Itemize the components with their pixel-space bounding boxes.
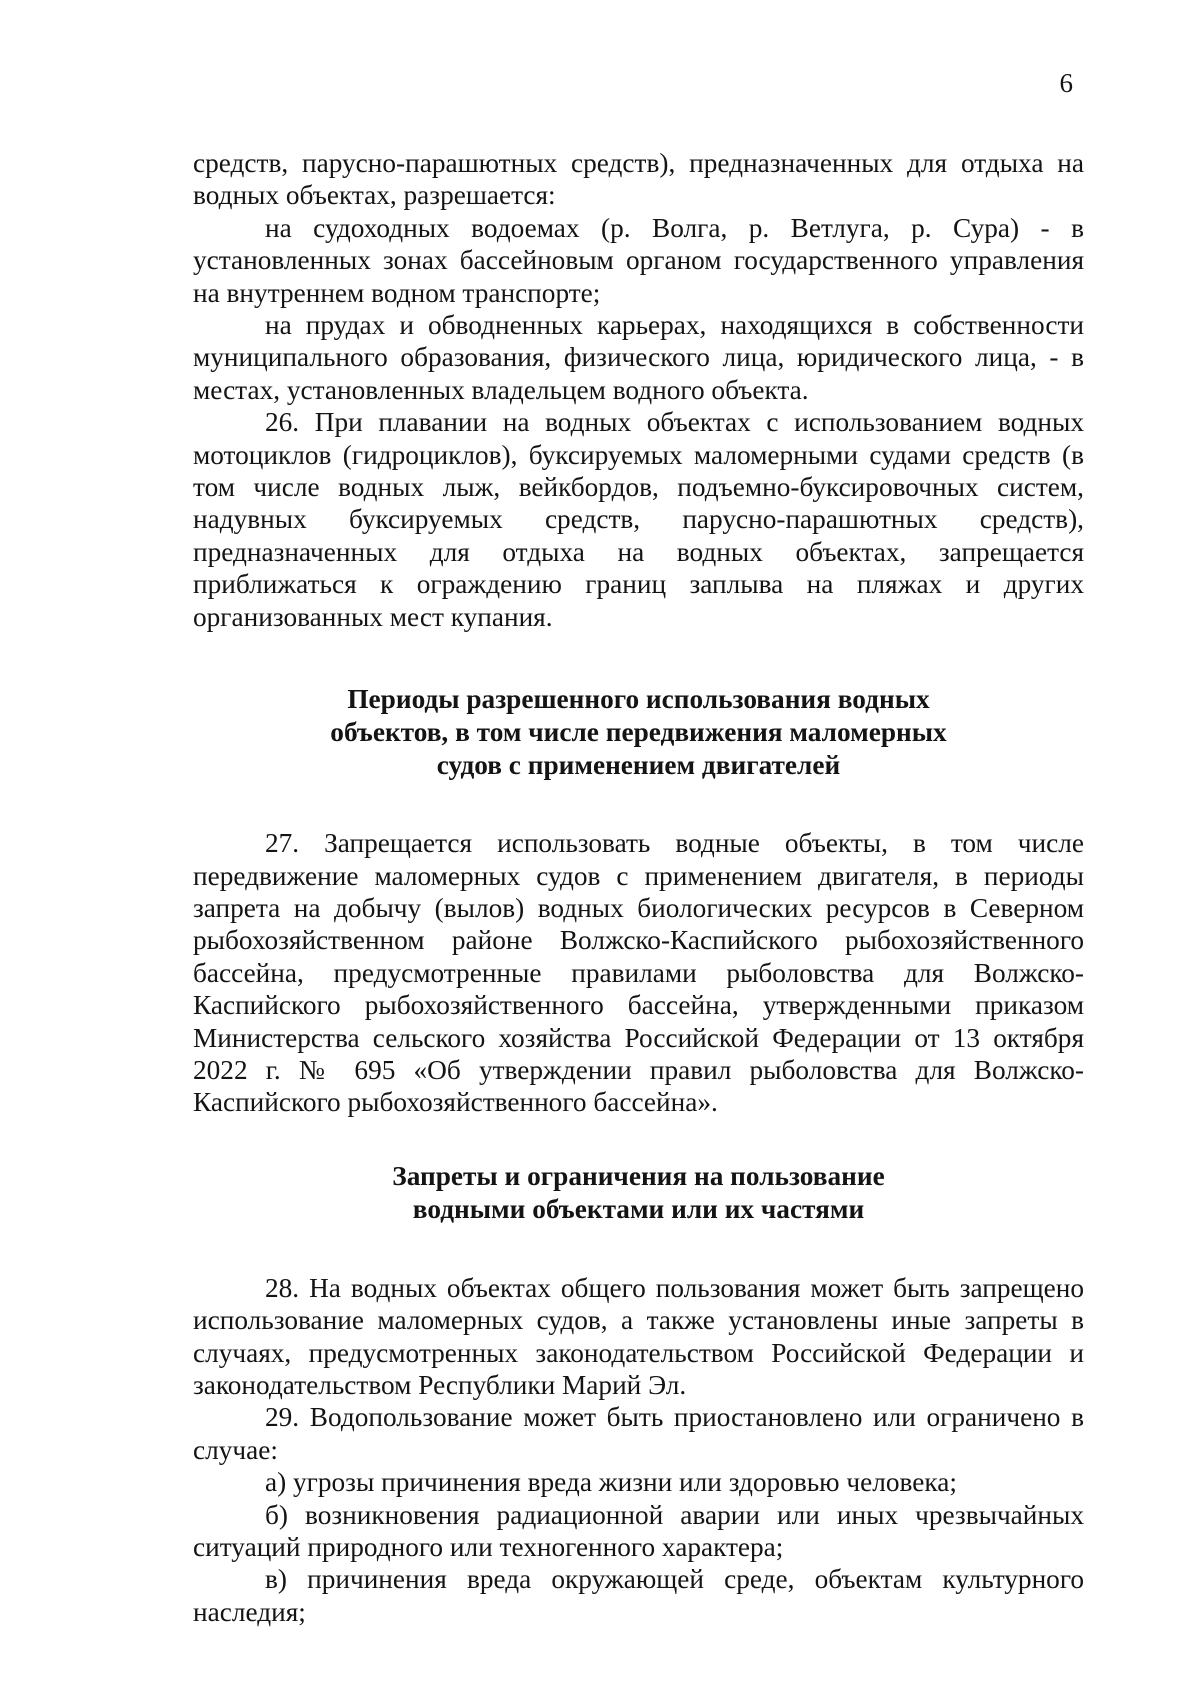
heading-line: объектов, в том числе передвижения маломерных — [330, 717, 947, 748]
page-number: 6 — [1059, 68, 1073, 98]
heading-line: Периоды разрешенного использования водных — [347, 684, 930, 715]
document-body — [193, 147, 1084, 1628]
list-item-b: б) возникновения радиационной аварии или иных чрезвычайных ситуаций природного или техногенного характера; — [193, 1499, 1084, 1562]
section-heading-restrictions — [193, 1160, 1084, 1226]
heading-line: судов с применением двигателей — [436, 750, 841, 781]
paragraph: на прудах и обводненных карьерах, находящихся в собственности муниципального образования, физического лица, юридического лица, - в местах, установленных владельцем водного объекта. — [193, 310, 1084, 405]
paragraph: средств, парусно-парашютных средств), предназначенных для отдыха на водных объектах, разрешается: — [193, 148, 1084, 211]
heading-line: Запреты и ограничения на пользование — [392, 1160, 885, 1191]
section-middle — [193, 827, 1084, 1119]
heading-line: водными объектами или их частями — [412, 1193, 865, 1224]
list-item-v: в) причинения вреда окружающей среде, объектам культурного наследия; — [193, 1564, 1084, 1627]
paragraph-item-28: 28. На водных объектах общего пользования может быть запрещено использование маломерных судов, а также установлены иные запреты в случаях, предусмотренных законодательством Российской Федерации и законодательством Республики Марий Эл. — [193, 1272, 1084, 1400]
list-item-a: а) угрозы причинения вреда жизни или здоровью человека; — [265, 1467, 957, 1498]
section-top — [193, 147, 1084, 633]
section-heading-periods — [193, 683, 1084, 782]
paragraph: на судоходных водоемах (р. Волга, р. Ветлуга, р. Сура) - в установленных зонах бассейновым органом государственного управления на внутреннем водном транспорте; — [193, 212, 1084, 308]
paragraph-item-27: 27. Запрещается использовать водные объекты, в том числе передвижение маломерных судов с применением двигателя, в периоды запрета на добычу (вылов) водных биологических ресурсов в Северном рыбохозяйственном районе Волжско-Каспийского рыбохозяйственного бассейна, предусмотренные правилами рыболовства для Волжско-Каспийского рыбохозяйственного бассейна, утвержденными приказом Министерства сельского хозяйства Российской Федерации от 13 октября 2022 г. № 695 «Об утверждении правил рыболовства для Волжско-Каспийского рыбохозяйственного бассейна». — [193, 828, 1084, 1118]
section-bottom — [193, 1272, 1084, 1628]
paragraph-item-26: 26. При плавании на водных объектах с использованием водных мотоциклов (гидроциклов), буксируемых маломерными судами средств (в том числе водных лыж, вейкбордов, подъемно-буксировочных систем, надувных буксируемых средств, парусно-парашютных средств), предназначенных для отдыха на водных объектах, запрещается приближаться к ограждению границ заплыва на пляжах и других организованных мест купания. — [193, 407, 1084, 632]
paragraph-item-29: 29. Водопользование может быть приостановлено или ограничено в случае: — [193, 1402, 1084, 1465]
